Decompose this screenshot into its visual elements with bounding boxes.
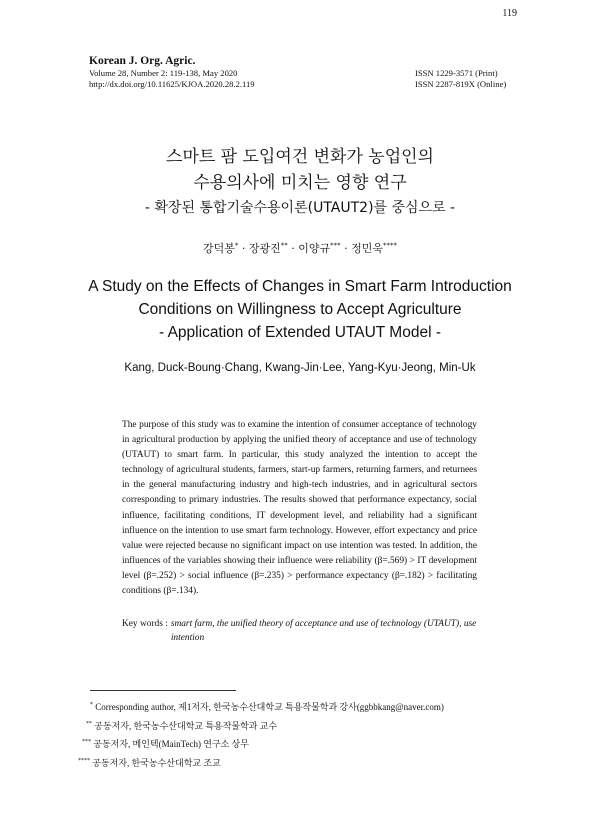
author-name: 이양규 — [298, 242, 331, 255]
author-name: 정민욱 — [351, 242, 384, 255]
author-mark: * — [234, 241, 239, 250]
footnote-item — [78, 697, 444, 716]
keywords-text: smart farm, the unified theory of acceptance and use of technology (UTAUT), use intention — [170, 619, 477, 643]
footnote-item — [78, 753, 444, 772]
footnote-item — [78, 734, 444, 753]
korean-subtitle: - 확장된 통합기술수용이론(UTAUT2)를 중심으로 - — [144, 200, 456, 216]
english-title-line1: A Study on the Effects of Changes in Smart Farm Introduction — [88, 278, 512, 295]
issn-print: ISSN 1229-3571 (Print) — [415, 68, 498, 78]
english-authors: Kang, Duck-Boung·Chang, Kwang-Jin·Lee, Yang-Kyu·Jeong, Min-Uk — [124, 362, 476, 374]
english-subtitle: - Application of Extended UTAUT Model - — [158, 324, 441, 341]
volume-info: Volume 28, Number 2: 119-138, May 2020 — [89, 68, 238, 78]
journal-name: Korean J. Org. Agric. — [89, 55, 196, 67]
footnote-item — [78, 716, 444, 735]
footnote-text: 공동저자, 한국농수산대학교 조교 — [92, 757, 221, 768]
journal-header — [89, 54, 511, 90]
author-name: 강덕봉 — [202, 242, 235, 255]
author-name: 장광진 — [248, 242, 281, 255]
keywords-label: Key words : — [122, 619, 168, 629]
footnote-text: 공동저자, 한국농수산대학교 특용작물학과 교수 — [94, 720, 278, 731]
korean-title — [0, 144, 600, 196]
footnote-mark: *** — [82, 739, 91, 745]
abstract: The purpose of this study was to examine the intention of consumer acceptance of technology in agricultural production by applying the unified theory of acceptance and use of technology (UTAUT) to smart farm. In particular, this study analyzed the intention to accept the technology of agricultural students, farmers, start-up farmers, returning farmers, and returnees in the general manufacturing industry and high-tech industries, and in agricultural sectors corresponding to primary industries. The results showed that performance expectancy, social influence, facilitating conditions, IT development level, and reliability had a significant influence on the intention to use smart farm technology. However, effort expectancy and price value were rejected because no significant impact on use intention was tested. In addition, the influences of the variables showing their influence were reliability (β=.569) > IT development level (β=.252) > social influence (β=.235) > performance expectancy (β=.182) > facilitating conditions (β=.134). — [122, 420, 477, 597]
author-separator: · — [344, 242, 348, 255]
author-separator: · — [241, 242, 246, 255]
korean-title-block — [0, 144, 600, 256]
korean-title-line1: 스마트 팜 도입여건 변화가 농업인의 — [166, 147, 434, 167]
author-separator: · — [291, 242, 295, 255]
english-title-line2: Conditions on Willingness to Accept Agriculture — [138, 301, 462, 318]
english-title — [0, 275, 600, 321]
footnote-mark: * — [90, 702, 93, 708]
author-mark: ** — [280, 241, 288, 250]
korean-title-line2: 수용의사에 미치는 영향 연구 — [193, 173, 407, 193]
doi-link[interactable]: http://dx.doi.org/10.11625/KJOA.2020.28.2.119 — [89, 79, 255, 89]
keywords — [122, 617, 478, 645]
page-number: 119 — [502, 8, 517, 19]
author-mark: **** — [383, 241, 398, 250]
footnote-mark: ** — [86, 720, 92, 727]
issn-online: ISSN 2287-819X (Online) — [415, 79, 507, 89]
author-mark: *** — [330, 241, 341, 250]
footnote-text: 공동저자, 메인텍(MainTech) 연구소 상무 — [93, 739, 249, 749]
footnote-divider — [90, 690, 236, 691]
footnote-mark: **** — [78, 757, 90, 764]
korean-authors — [0, 240, 600, 256]
footnotes — [78, 697, 444, 771]
english-title-block — [0, 275, 600, 374]
footnote-text: Corresponding author, 제1저자, 한국농수산대학교 특용작물학과 강사(ggbbkang@naver.com) — [95, 702, 444, 712]
